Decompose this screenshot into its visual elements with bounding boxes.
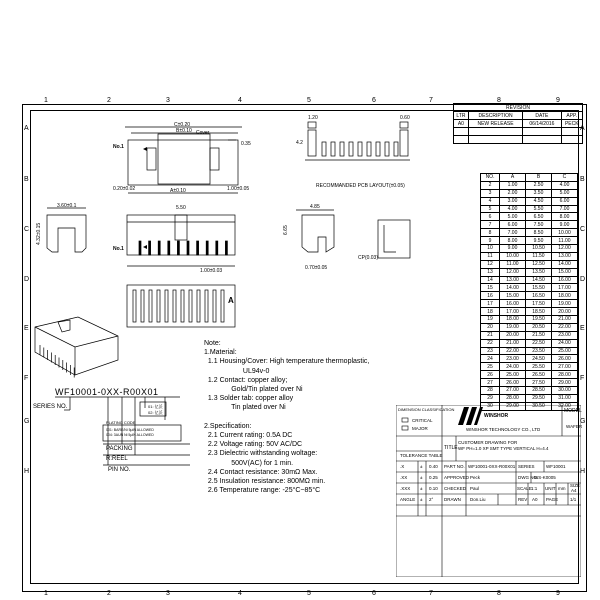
legend-01: 01: 亿沃 — [148, 404, 163, 409]
tolerance-cell: ± — [420, 486, 423, 491]
table-cell: 5.00 — [551, 189, 577, 197]
table-cell: 7.00 — [500, 229, 526, 237]
table-cell: 18.50 — [526, 308, 552, 316]
table-cell: 27.00 — [551, 363, 577, 371]
front-pin — [197, 241, 199, 255]
table-cell: 29.50 — [526, 394, 552, 402]
table-cell: 9.50 — [526, 237, 552, 245]
table-cell: 4.50 — [526, 197, 552, 205]
tolerance-cell: .XXX — [400, 486, 411, 491]
front-pin — [187, 241, 189, 255]
front-pin — [216, 241, 218, 255]
rev-col-app: APP. — [561, 112, 582, 120]
front-width: 5.50 — [176, 205, 186, 211]
top-view-outline — [128, 140, 238, 185]
critical-label: CRITICAL — [412, 418, 433, 423]
table-cell: 29 — [481, 394, 500, 402]
table-cell: 6.50 — [526, 213, 552, 221]
tolerance-cell: 0.25 — [429, 475, 438, 480]
table-cell: 10.50 — [526, 245, 552, 253]
table-cell: 4.00 — [551, 181, 577, 189]
table-cell: 7.00 — [551, 205, 577, 213]
table-cell: 17.00 — [500, 308, 526, 316]
plating-line-1: 001: BARE/Ni 5μIN ALLOWED — [106, 428, 154, 432]
pcb-dim-060: 0.60 — [400, 115, 410, 121]
grid-row-right-G: G — [580, 418, 586, 425]
table-cell: 16.50 — [526, 292, 552, 300]
scale-value: 1:1 — [531, 486, 538, 491]
table-cell: 27 — [481, 379, 500, 387]
rev-ltr: A0 — [454, 120, 469, 128]
right-width: 4.85 — [310, 204, 320, 210]
approved-label: APPROVED — [444, 475, 470, 480]
page-label: PAGE — [546, 497, 559, 502]
table-cell: 20 — [481, 323, 500, 331]
table-cell: 19.50 — [526, 316, 552, 324]
table-cell: 20.00 — [551, 308, 577, 316]
checked-value: Paul — [470, 486, 480, 491]
approved-value: Peck — [470, 475, 481, 480]
grid-row-left-A: A — [24, 125, 29, 132]
table-cell: 3.00 — [500, 197, 526, 205]
series-value: WF10001 — [546, 464, 566, 469]
rev-col-ltr: LTR — [454, 112, 469, 120]
table-cell: 16.00 — [551, 276, 577, 284]
table-cell: 3 — [481, 189, 500, 197]
pin1-label: No.1 — [113, 144, 124, 150]
rev-value: A0 — [532, 497, 538, 502]
table-cell: 5.50 — [526, 205, 552, 213]
table-cell: 10.00 — [551, 229, 577, 237]
pin-col-c: C — [551, 174, 577, 182]
right-height: 6.65 — [283, 225, 289, 235]
table-cell: 14.00 — [500, 284, 526, 292]
model-sub: WAFER — [566, 424, 583, 429]
pcb-pad — [331, 142, 335, 156]
pcb-tab — [400, 130, 408, 156]
table-cell: 21.00 — [500, 339, 526, 347]
plating-line-2: 004: 3AUN Ni 5μIN ALLOWED — [106, 433, 154, 437]
pin-col-b: B — [526, 174, 552, 182]
table-cell: 18.00 — [500, 316, 526, 324]
table-cell: 5 — [481, 205, 500, 213]
top-view-cover — [158, 134, 210, 184]
table-cell: 22.50 — [526, 339, 552, 347]
table-cell: 3.50 — [526, 189, 552, 197]
table-cell: 6 — [481, 213, 500, 221]
dim-b: B±0.10 — [176, 128, 192, 134]
table-cell: 24.00 — [500, 363, 526, 371]
tolerance-cell: .X — [400, 464, 405, 469]
grid-col-top-4: 4 — [238, 97, 242, 104]
table-cell: 21 — [481, 331, 500, 339]
tolerance-cell: ± — [420, 497, 423, 502]
table-cell: 11 — [481, 252, 500, 260]
plating-code-label: PLATING CODE — [106, 420, 136, 425]
table-cell: 25.00 — [551, 347, 577, 355]
table-cell: 23 — [481, 347, 500, 355]
table-cell: 22.00 — [500, 347, 526, 355]
page-value: 1/1 — [570, 497, 577, 502]
pcb-dim-42: 4.2 — [296, 140, 303, 146]
table-cell: 12.00 — [551, 245, 577, 253]
model-label: MODEL — [564, 408, 582, 414]
tolerance-cell: ± — [420, 464, 423, 469]
grid-col-top-7: 7 — [429, 97, 433, 104]
table-cell: 12.00 — [500, 268, 526, 276]
table-cell: 17 — [481, 300, 500, 308]
grid-row-right-D: D — [580, 276, 586, 283]
pcb-pad — [358, 142, 362, 156]
table-cell: 30.00 — [551, 387, 577, 395]
grid-row-left-B: B — [24, 176, 29, 183]
grid-col-bottom-7: 7 — [429, 590, 433, 597]
bottom-pin — [197, 290, 200, 322]
table-cell: 26.50 — [526, 371, 552, 379]
part-no: WF10001-0XX-R00X01 — [468, 464, 516, 469]
table-cell: 25.50 — [526, 363, 552, 371]
grid-col-top-8: 8 — [497, 97, 501, 104]
table-cell: 4 — [481, 197, 500, 205]
bottom-pin — [149, 290, 152, 322]
table-cell: 4.00 — [500, 205, 526, 213]
dwg-label: DWG NO. — [518, 475, 539, 480]
title-label: TITLE — [444, 445, 458, 451]
tolerance-label: TOLERANCE TABLE — [400, 453, 443, 458]
table-cell: 13.00 — [551, 252, 577, 260]
table-cell: 26.00 — [500, 379, 526, 387]
table-cell: 13 — [481, 268, 500, 276]
pcb-pad — [376, 142, 380, 156]
bottom-pin — [189, 290, 192, 322]
table-cell: 16.00 — [500, 300, 526, 308]
table-cell: 27.50 — [526, 379, 552, 387]
table-cell: 27.00 — [500, 387, 526, 395]
table-cell: 5.00 — [500, 213, 526, 221]
revision-title: REVISION — [454, 104, 583, 112]
front-pin — [225, 241, 227, 255]
grid-col-top-3: 3 — [166, 97, 170, 104]
table-cell: 8 — [481, 229, 500, 237]
pcb-caption: RECOMMANDED PCB LAYOUT(±0.05) — [316, 183, 405, 189]
table-cell: 11.00 — [500, 260, 526, 268]
front-pin — [158, 241, 160, 255]
bottom-pin — [157, 290, 160, 322]
front-pin — [168, 241, 170, 255]
side-height: 4.32±0.15 — [36, 222, 42, 245]
grid-col-bottom-4: 4 — [238, 590, 242, 597]
grid-row-left-F: F — [24, 375, 29, 382]
bottom-pin — [133, 290, 136, 322]
bottom-pin — [205, 290, 208, 322]
front-pitch: 1.00±0.03 — [200, 268, 223, 274]
table-cell: 2.00 — [500, 189, 526, 197]
table-cell: 29.00 — [551, 379, 577, 387]
title-text: CUSTOMER DRAWING FOR WF PH=1.0 XP SMT TYPE VERTICAL H=4.4 — [458, 440, 549, 451]
table-cell: 8.00 — [500, 237, 526, 245]
rev-col-desc: DESCRIPTION — [468, 112, 523, 120]
tolerance-cell: 2° — [429, 497, 434, 502]
pcb-pad — [322, 142, 326, 156]
part-no-label: PART NO. — [444, 464, 465, 469]
rev-desc: NEW RELEASE — [468, 120, 523, 128]
tolerance-cell: ± — [420, 475, 423, 480]
dim-top-left: 0.20±0.02 — [113, 186, 136, 192]
grid-row-left-H: H — [24, 468, 30, 475]
table-cell: 8.50 — [526, 229, 552, 237]
grid-row-left-G: G — [24, 418, 30, 425]
front-pin — [149, 241, 151, 255]
table-cell: 29.00 — [500, 402, 526, 410]
table-cell: 26 — [481, 371, 500, 379]
table-cell: 6.00 — [500, 221, 526, 229]
dim-c: C±0.20 — [174, 122, 191, 128]
table-cell: 16 — [481, 292, 500, 300]
front-pin — [139, 241, 141, 255]
table-cell: 15.00 — [500, 292, 526, 300]
grid-col-bottom-3: 3 — [166, 590, 170, 597]
bottom-pin — [221, 290, 224, 322]
table-cell: 1.00 — [500, 181, 526, 189]
bottom-pin — [141, 290, 144, 322]
side-width: 3.60±0.1 — [57, 203, 77, 209]
part-number-code: WF10001-0XX-R00X01 — [55, 387, 159, 397]
grid-row-right-C: C — [580, 226, 586, 233]
table-cell: 8.00 — [551, 213, 577, 221]
legend-02: 02: 亿沃 — [148, 410, 163, 415]
company-name: WINSHOR TECHNOLOGY CO., LTD — [466, 427, 541, 432]
grid-col-bottom-2: 2 — [107, 590, 111, 597]
grid-col-bottom-8: 8 — [497, 590, 501, 597]
grid-row-right-F: F — [580, 375, 585, 382]
table-cell: 18.00 — [551, 292, 577, 300]
table-cell: 19.00 — [500, 323, 526, 331]
pcb-pad — [385, 142, 389, 156]
unit-label: UNIT — [545, 486, 556, 491]
dim-class-label: DIMENSION CLASSIFICATION — [398, 407, 455, 412]
front-pin1-label: No.1 — [113, 246, 124, 252]
dim-top-right: 1.00±0.05 — [227, 186, 250, 192]
table-cell: 14.00 — [551, 260, 577, 268]
grid-col-top-5: 5 — [307, 97, 311, 104]
pcb-pad — [340, 142, 344, 156]
table-cell: 13.00 — [500, 276, 526, 284]
grid-row-right-B: B — [580, 176, 585, 183]
grid-col-bottom-1: 1 — [44, 590, 48, 597]
dim-a: A±0.10 — [170, 188, 186, 194]
pin-col-a: A — [500, 174, 526, 182]
dim-035: 0.35 — [241, 141, 251, 147]
table-cell: 9 — [481, 237, 500, 245]
cover-label: Cover — [196, 130, 210, 136]
grid-row-right-E: E — [580, 325, 585, 332]
tolerance-cell: ANGLE — [400, 497, 416, 502]
table-cell: 19.00 — [551, 300, 577, 308]
grid-col-top-2: 2 — [107, 97, 111, 104]
table-cell: 24.50 — [526, 355, 552, 363]
bottom-pin — [213, 290, 216, 322]
table-cell: 18 — [481, 308, 500, 316]
bottom-view-a-label: A — [228, 296, 234, 305]
table-cell: 20.50 — [526, 323, 552, 331]
table-cell: 11.00 — [551, 237, 577, 245]
drawn-label: DRAWN — [444, 497, 461, 502]
table-cell: 7 — [481, 221, 500, 229]
table-cell: 12 — [481, 260, 500, 268]
table-cell: 15 — [481, 284, 500, 292]
table-cell: 13.50 — [526, 268, 552, 276]
pin-no-label: PIN NO. — [108, 467, 131, 473]
grid-col-bottom-6: 6 — [372, 590, 376, 597]
table-cell: 25.00 — [500, 371, 526, 379]
table-cell: 32.00 — [551, 402, 577, 410]
brand-name: WINSHOR — [484, 413, 509, 419]
table-cell: 14 — [481, 276, 500, 284]
table-cell: 17.00 — [551, 284, 577, 292]
table-cell: 28.50 — [526, 387, 552, 395]
pcb-pad — [349, 142, 353, 156]
grid-row-right-A: A — [580, 125, 585, 132]
bottom-pin — [173, 290, 176, 322]
grid-row-left-C: C — [24, 226, 30, 233]
rev-app: PECK — [561, 120, 582, 128]
table-cell: 14.50 — [526, 276, 552, 284]
size-value: A4 — [571, 488, 577, 493]
table-cell: 28.00 — [551, 371, 577, 379]
table-cell: 24.00 — [551, 339, 577, 347]
tolerance-cell: 0.40 — [429, 464, 438, 469]
table-cell: 17.50 — [526, 300, 552, 308]
unit-value: mm — [558, 486, 566, 491]
table-cell: 21.00 — [551, 316, 577, 324]
checked-label: CHECKED — [444, 486, 467, 491]
table-cell: 9.00 — [500, 245, 526, 253]
grid-col-top-6: 6 — [372, 97, 376, 104]
front-pin — [206, 241, 208, 255]
table-cell: 30 — [481, 402, 500, 410]
title-block — [396, 405, 581, 577]
table-cell: 23.50 — [526, 347, 552, 355]
table-cell: 22.00 — [551, 323, 577, 331]
grid-col-bottom-5: 5 — [307, 590, 311, 597]
front-pin — [177, 241, 179, 255]
table-cell: 23.00 — [551, 331, 577, 339]
table-cell: 15.00 — [551, 268, 577, 276]
table-cell: 22 — [481, 339, 500, 347]
grid-col-top-1: 1 — [44, 97, 48, 104]
pin-col-no: NO. — [481, 174, 500, 182]
table-cell: 7.50 — [526, 221, 552, 229]
grid-row-left-D: D — [24, 276, 30, 283]
table-cell: 2.50 — [526, 181, 552, 189]
table-cell: 21.50 — [526, 331, 552, 339]
grid-row-left-E: E — [24, 325, 29, 332]
table-cell: 25 — [481, 363, 500, 371]
major-label: MAJOR — [412, 426, 428, 431]
table-cell: 24 — [481, 355, 500, 363]
rev-col-date: DATE — [523, 112, 561, 120]
bottom-pin — [165, 290, 168, 322]
rev-label: REV — [518, 497, 528, 502]
table-cell: 9.00 — [551, 221, 577, 229]
table-cell: 31.00 — [551, 394, 577, 402]
size-label: SIZE — [570, 483, 581, 488]
rev-date: 06/14/2016 — [523, 120, 561, 128]
notes: Note: 1.Material: 1.1 Housing/Cover: High temperature thermoplastic, UL94v-0 1.2 Contact: copper alloy; Gold/Tin plated over Ni 1.3 Solder tab: copper alloy Tin plated over Ni 2.Specification: 2.1 Current rating: 0.5A DC 2.2 Voltage rating: 50V AC/DC 2.3 Dielectric withstanding woltage: 500V(AC) for 1 min. 2.4 Contact resistance: 30mΩ Max. 2.5 Insulation resistance: 800MΩ min. 2.6 Temperature range: -25°C~85°C — [204, 340, 370, 495]
tolerance-cell: 0.10 — [429, 486, 438, 491]
table-cell: 28.00 — [500, 394, 526, 402]
table-cell: 2 — [481, 181, 500, 189]
reel-label: R:REEL — [106, 456, 128, 462]
grid-row-right-H: H — [580, 468, 586, 475]
tolerance-cell: .XX — [400, 475, 408, 480]
table-cell: 26.00 — [551, 355, 577, 363]
table-cell: 6.00 — [551, 197, 577, 205]
table-cell: 19 — [481, 316, 500, 324]
grid-col-bottom-9: 9 — [556, 590, 560, 597]
series-no-label: SERIES NO. — [33, 404, 68, 410]
table-cell: 10 — [481, 245, 500, 253]
dwg-value: WS-K0005 — [534, 475, 556, 480]
right-bottom: 0.70±0.05 — [305, 265, 328, 271]
pcb-dim-120: 1.20 — [308, 115, 318, 121]
table-cell: 30.50 — [526, 402, 552, 410]
table-cell: 15.50 — [526, 284, 552, 292]
pcb-pad — [394, 142, 398, 156]
table-cell: 11.50 — [526, 252, 552, 260]
table-cell: 20.00 — [500, 331, 526, 339]
grid-col-top-9: 9 — [556, 97, 560, 104]
pcb-tab — [308, 130, 316, 156]
table-cell: 28 — [481, 387, 500, 395]
bottom-pin — [181, 290, 184, 322]
table-cell: 10.00 — [500, 252, 526, 260]
drawn-value: Don.Liu — [470, 497, 486, 502]
scale-label: SCALE — [517, 486, 532, 491]
table-cell: 23.00 — [500, 355, 526, 363]
packing-label: PACKING — [106, 446, 133, 452]
pcb-pad — [367, 142, 371, 156]
series-label: SERIES — [518, 464, 535, 469]
table-cell: 12.50 — [526, 260, 552, 268]
cp-label: CP(0.03) — [358, 255, 379, 261]
